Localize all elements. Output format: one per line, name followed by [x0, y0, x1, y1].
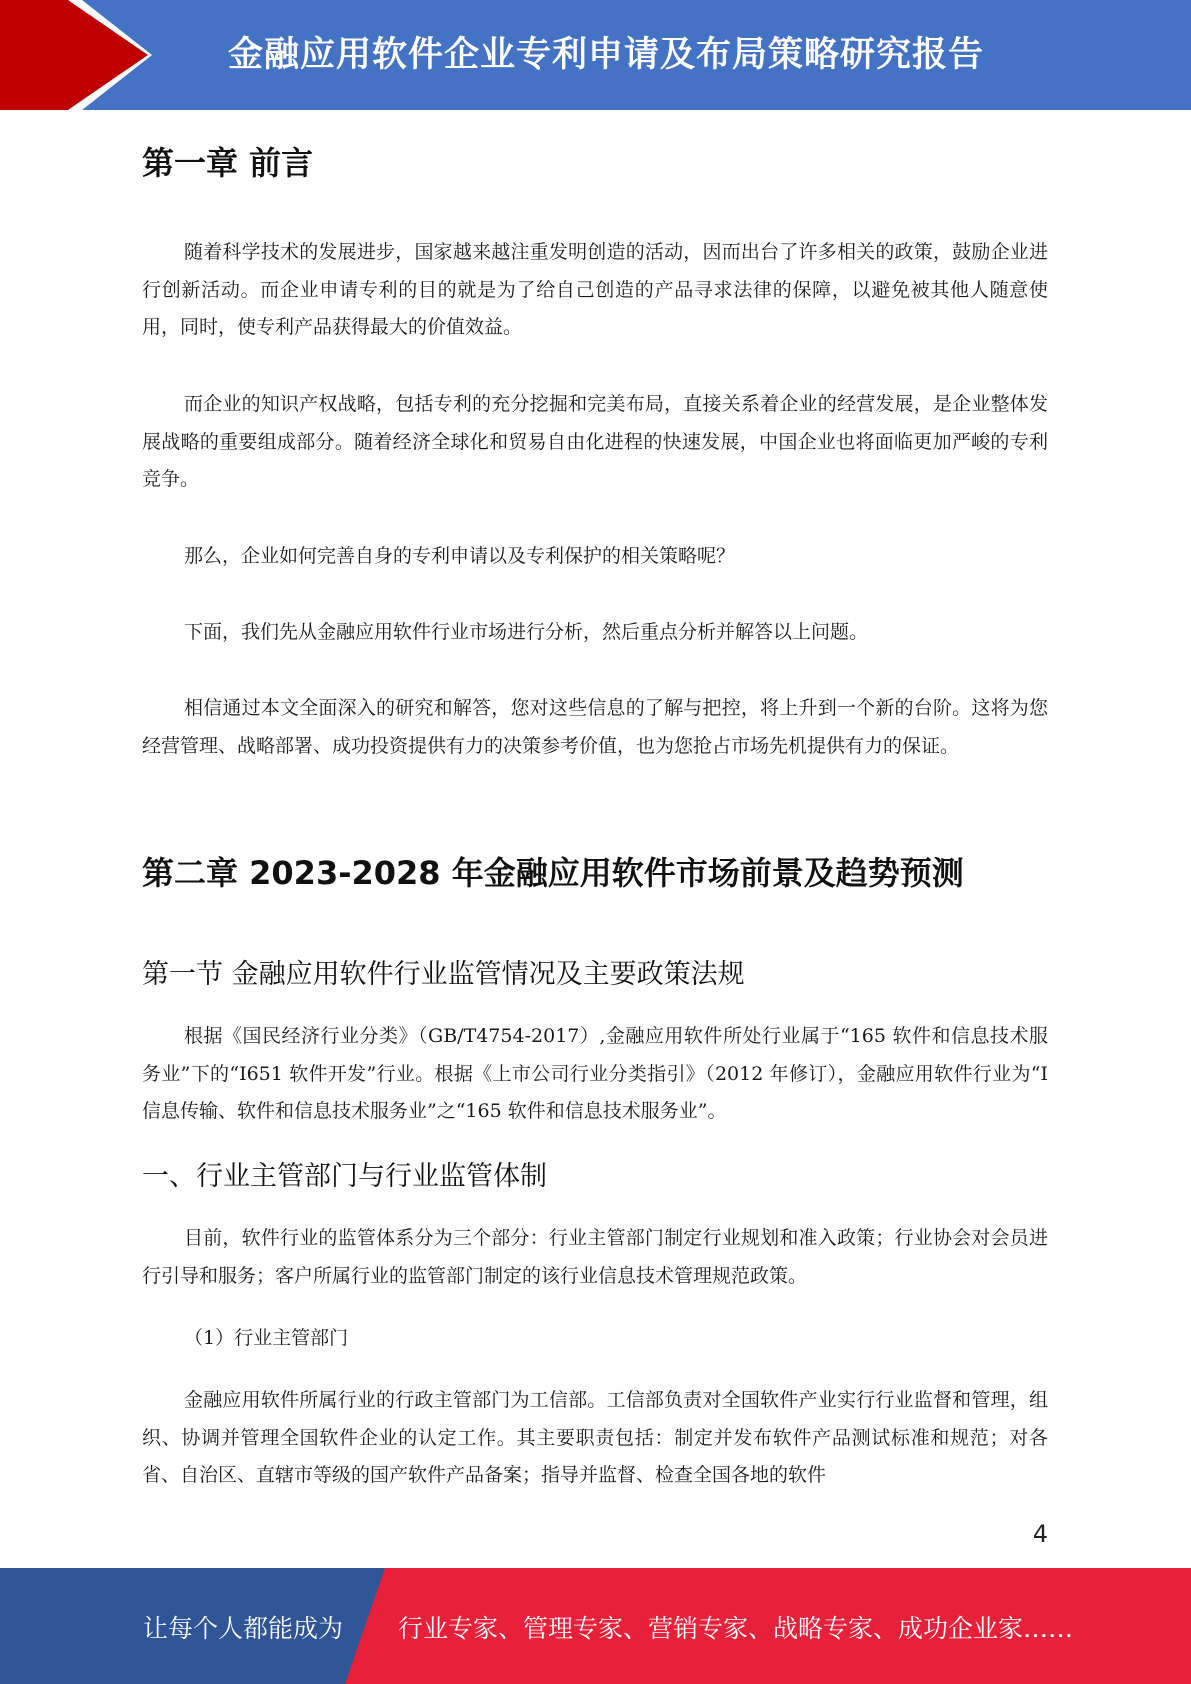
page-number: 4 [1032, 1520, 1048, 1548]
footer-slogan-left: 让每个人都能成为 [143, 1614, 344, 1643]
subsection1-paragraph: 目前，软件行业的监管体系分为三个部分：行业主管部门制定行业规划和准入政策；行业协会对会员进行引导和服务；客户所属行业的监管部门制定的该行业信息技术管理规范政策。 [142, 1227, 1048, 1287]
chapter1-paragraph-3: 那么，企业如何完善自身的专利申请以及专利保护的相关策略呢？ [184, 545, 736, 567]
chapter1-paragraph-2: 而企业的知识产权战略，包括专利的充分挖掘和完美布局，直接关系着企业的经营发展，是企业整体发展战略的重要组成部分。随着经济全球化和贸易自由化进程的快速发展，中国企业也将面临更加严峻的专利竞争。 [142, 393, 1048, 490]
item-paragraph: 金融应用软件所属行业的行政主管部门为工信部。工信部负责对全国软件产业实行行业监督和管理，组织、协调并管理全国软件企业的认定工作。其主要职责包括：制定并发布软件产品测试标准和规范；对各省、自治区、直辖市等级的国产软件产品备案；指导并监督、检查全国各地的软件 [142, 1389, 1048, 1486]
chapter1-title: 第一章 前言 [142, 144, 314, 182]
report-title: 金融应用软件企业专利申请及布局策略研究报告 [228, 35, 985, 75]
header-banner [0, 0, 1191, 110]
section1-paragraph: 根据《国民经济行业分类》（GB/T4754-2017）,金融应用软件所处行业属于“165 软件和信息技术服务业”下的“I651 软件开发”行业。根据《上市公司行业分类指引》（2012 年修订），金融应用软件行业为“I 信息传输、软件和信息技术服务业”之“165 软件和信息技术服务业”。 [142, 1025, 1048, 1122]
section1-title: 第一节 金融应用软件行业监管情况及主要政策法规 [142, 959, 745, 990]
chapter2-title: 第二章 2023-2028 年金融应用软件市场前景及趋势预测 [142, 854, 964, 892]
subsection1-title: 一、行业主管部门与行业监管体制 [142, 1161, 547, 1192]
footer-slogan-right: 行业专家、管理专家、营销专家、战略专家、成功企业家…… [398, 1614, 1074, 1643]
chapter1-paragraph-1: 随着科学技术的发展进步，国家越来越注重发明创造的活动，因而出台了许多相关的政策，鼓励企业进行创新活动。而企业申请专利的目的就是为了给自己创造的产品寻求法律的保障，以避免被其他人随意使用，同时，使专利产品获得最大的价值效益。 [142, 241, 1048, 338]
chevron-arrow-icon [0, 0, 160, 110]
chapter1-paragraph-4: 下面，我们先从金融应用软件行业市场进行分析，然后重点分析并解答以上问题。 [184, 621, 869, 643]
chapter1-paragraph-5: 相信通过本文全面深入的研究和解答，您对这些信息的了解与把控，将上升到一个新的台阶。这将为您经营管理、战略部署、成功投资提供有力的决策参考价值，也为您抢占市场先机提供有力的保证。 [142, 697, 1048, 757]
footer-banner [0, 1568, 1191, 1684]
item-label: （1）行业主管部门 [184, 1327, 349, 1349]
